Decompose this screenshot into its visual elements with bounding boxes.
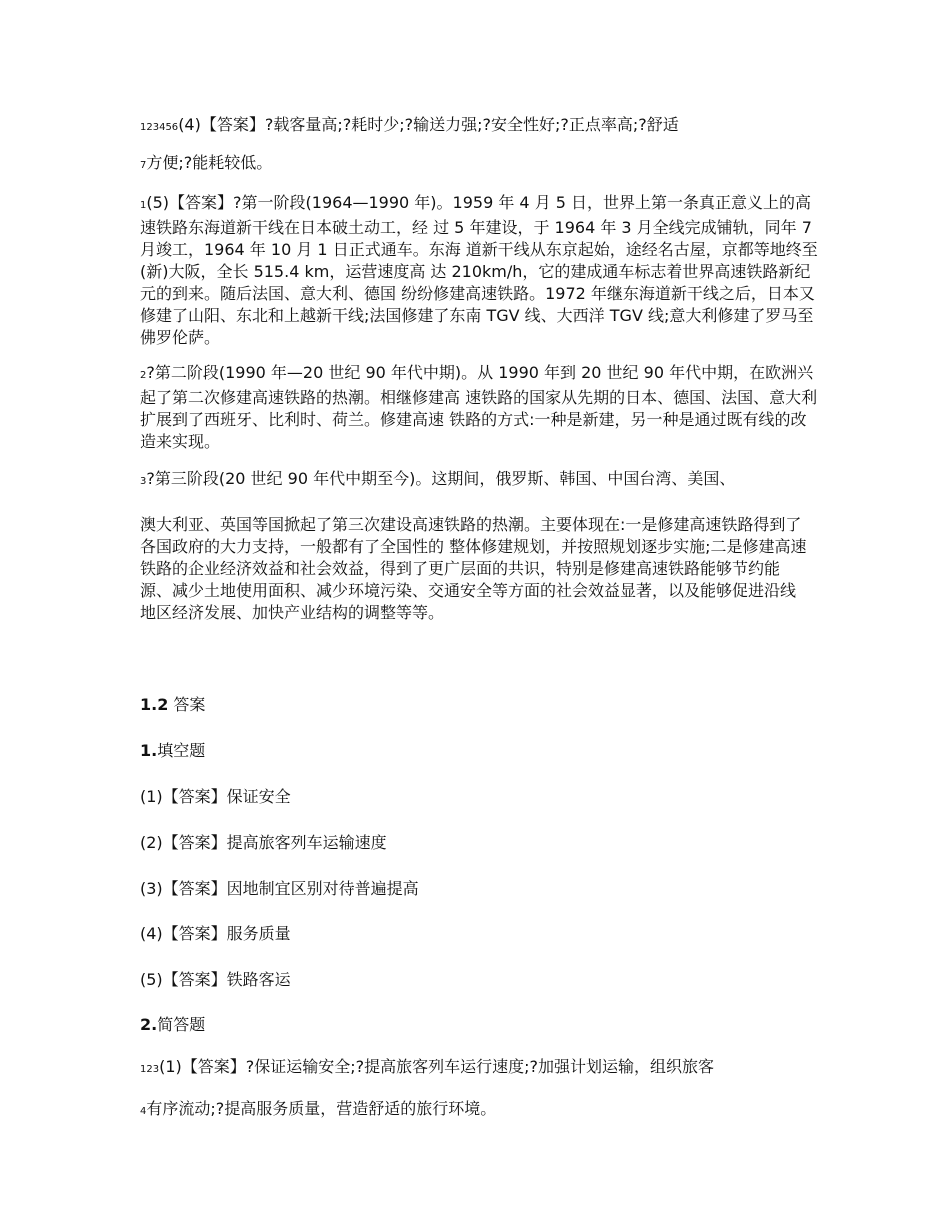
answer-paragraph-4 <box>140 114 679 139</box>
section-title: 简答题 <box>157 1015 206 1034</box>
footnote-markers: 2 <box>140 370 147 381</box>
paragraph-text: (1)【答案】?保证运输安全;?提高旅客列车运行速度;?加强计划运输，组织旅客 <box>159 1057 715 1076</box>
paragraph-text: 澳大利亚、英国等国掀起了第三次建设高速铁路的热潮。主要体现在:一是修建高速铁路得到了各国政府的大力支持，一般都有了全国性的 整体修建规划，并按照规划逐步实施;二是修建高速铁路的企业经济效益和社会效益，得到了更广层面的共识，特别是修建高速铁路能够节约能源、减少土地使用面积、减少环境污染、交通安全等方面的社会效益显著，以及能够促进沿线地区经济发展、加快产业结构的调整等等。 <box>140 515 807 622</box>
paragraph-text: 方便;?能耗较低。 <box>146 153 273 172</box>
answer-paragraph-5-stage2 <box>140 362 820 453</box>
footnote-markers: 123 <box>140 1064 160 1075</box>
fill-answer-3: (3)【答案】因地制宜区别对待普遍提高 <box>140 879 419 898</box>
paragraph-text: 有序流动;?提高服务质量，营造舒适的旅行环境。 <box>146 1099 497 1118</box>
footnote-markers: 123456 <box>140 122 179 133</box>
fill-answer-1: (1)【答案】保证安全 <box>140 787 291 806</box>
section-title: 答案 <box>168 695 206 714</box>
footnote-markers: 7 <box>140 160 147 171</box>
fill-answer-4: (4)【答案】服务质量 <box>140 924 291 943</box>
answer-paragraph-4-continued <box>140 152 272 177</box>
section-heading-fill-in <box>140 740 205 762</box>
answer-paragraph-5-stage1 <box>140 192 820 349</box>
paragraph-text: (5)【答案】?第一阶段(1964—1990 年)。1959 年 4 月 5 日，世界上第一条真正意义上的高速铁路东海道新干线在日本破土动工，经 过 5 年建设，于 1964 年 3 月全线完成铺轨，同年 7 月竣工，1964 年 10 月 1 日正式通车。东海 道新干线从东京起始，途经名古屋，京都等地终至(新)大阪，全长 515.4 km，运营速度高 达 210km/h，它的建成通车标志着世界高速铁路新纪元的到来。随后法国、意大利、德国 纷纷修建高速铁路。1972 年继东海道新干线之后，日本又修建了山阳、东北和上越新干线;法国修建了东南 TGV 线、大西洋 TGV 线;意大利修建了罗马至佛罗伦萨。 <box>140 193 818 347</box>
section-number: 1.2 <box>140 695 169 714</box>
section-heading-1-2 <box>140 694 205 716</box>
footnote-markers: 1 <box>140 200 147 211</box>
paragraph-text: ?第二阶段(1990 年—20 世纪 90 年代中期)。从 1990 年到 20 世纪 90 年代中期，在欧洲兴起了第二次修建高速铁路的热潮。相继修建高 速铁路的国家从先期的日本、德国、法国、意大利扩展到了西班牙、比利时、荷兰。修建高速 铁路的方式:一种是新建，另一种是通过既有线的改造来实现。 <box>140 363 818 451</box>
answer-paragraph-5-stage3-continued <box>140 514 810 624</box>
answer-paragraph-5-stage3 <box>140 468 735 493</box>
section-heading-short-answer <box>140 1014 205 1036</box>
fill-answer-2: (2)【答案】提高旅客列车运输速度 <box>140 833 387 852</box>
footnote-markers: 3 <box>140 476 147 487</box>
short-answer-1 <box>140 1056 714 1081</box>
paragraph-text: ?第三阶段(20 世纪 90 年代中期至今)。这期间，俄罗斯、韩国、中国台湾、美国、 <box>146 469 736 488</box>
footnote-markers: 4 <box>140 1106 147 1117</box>
section-title: 填空题 <box>157 741 206 760</box>
section-number: 2. <box>140 1015 158 1034</box>
short-answer-1-continued <box>140 1098 496 1123</box>
paragraph-text: (4)【答案】?载客量高;?耗时少;?输送力强;?安全性好;?正点率高;?舒适 <box>178 115 679 134</box>
section-number: 1. <box>140 741 158 760</box>
fill-answer-5: (5)【答案】铁路客运 <box>140 970 291 989</box>
